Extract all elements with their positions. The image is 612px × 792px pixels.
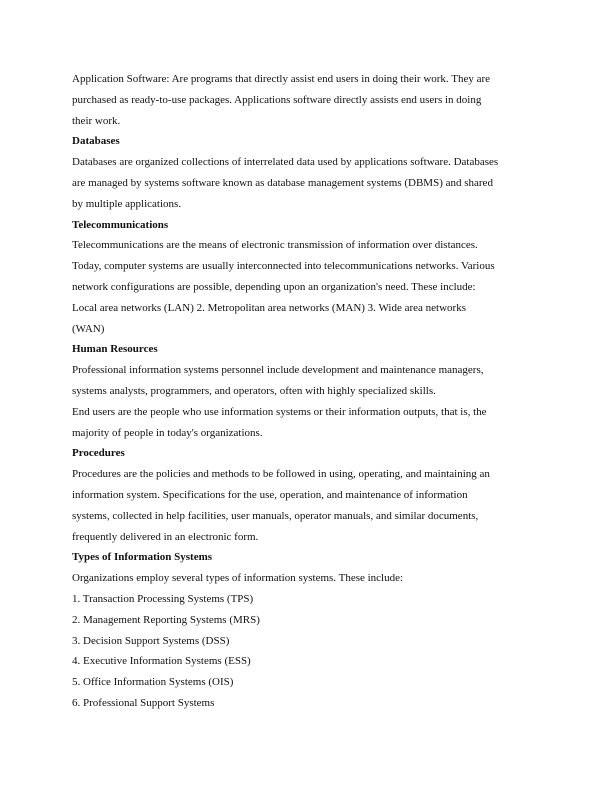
text-line: (WAN): [72, 322, 105, 335]
heading-telecommunications: Telecommunications: [72, 218, 169, 231]
document-page: [72, 69, 542, 714]
paragraph-types-intro: [72, 568, 542, 589]
paragraph-databases: [72, 152, 542, 214]
text-line: systems, collected in help facilities, user manuals, operator manuals, and similar documents,: [72, 509, 479, 522]
text-line: Local area networks (LAN) 2. Metropolitan area networks (MAN) 3. Wide area networks: [72, 301, 466, 314]
text-line: their work.: [72, 114, 121, 127]
heading-databases: Databases: [72, 135, 120, 148]
paragraph-telecommunications: [72, 235, 542, 339]
text-line: by multiple applications.: [72, 197, 182, 210]
heading-procedures: Procedures: [72, 447, 125, 460]
heading-human-resources: Human Resources: [72, 343, 158, 356]
text-line: purchased as ready-to-use packages. Applications software directly assists end users in doing: [72, 93, 482, 106]
list-item: 2. Management Reporting Systems (MRS): [72, 613, 260, 626]
paragraph-human-resources: [72, 360, 542, 443]
text-line: Procedures are the policies and methods to be followed in using, operating, and maintaining an: [72, 468, 490, 481]
list-item: 5. Office Information Systems (OIS): [72, 676, 234, 689]
text-line: Databases are organized collections of interrelated data used by applications software. Databases: [72, 156, 499, 169]
information-systems-list: [72, 589, 542, 714]
text-line: Application Software: Are programs that directly assist end users in doing their work. They are: [72, 73, 490, 85]
list-item: 4. Executive Information Systems (ESS): [72, 655, 251, 668]
text-line: systems analysts, programmers, and operators, often with highly specialized skills.: [72, 384, 436, 397]
text-line: Organizations employ several types of information systems. These include:: [72, 572, 404, 585]
text-line: End users are the people who use information systems or their information outputs, that is, the: [72, 405, 487, 418]
paragraph-procedures: [72, 464, 542, 547]
paragraph-application-software: [72, 69, 542, 131]
list-item: 1. Transaction Processing Systems (TPS): [72, 592, 254, 605]
text-line: Telecommunications are the means of electronic transmission of information over distances.: [72, 239, 478, 252]
text-line: are managed by systems software known as database management systems (DBMS) and shared: [72, 176, 493, 189]
list-item: 3. Decision Support Systems (DSS): [72, 634, 230, 647]
text-line: majority of people in today's organizations.: [72, 426, 263, 439]
text-line: Professional information systems personnel include development and maintenance managers,: [72, 364, 484, 377]
text-line: frequently delivered in an electronic form.: [72, 530, 259, 543]
text-line: network configurations are possible, depending upon an organization's need. These include:: [72, 280, 476, 293]
heading-types-of-information-systems: Types of Information Systems: [72, 551, 213, 564]
list-item: 6. Professional Support Systems: [72, 696, 215, 709]
text-line: information system. Specifications for the use, operation, and maintenance of information: [72, 488, 468, 501]
text-line: Today, computer systems are usually interconnected into telecommunications networks. Various: [72, 260, 495, 273]
